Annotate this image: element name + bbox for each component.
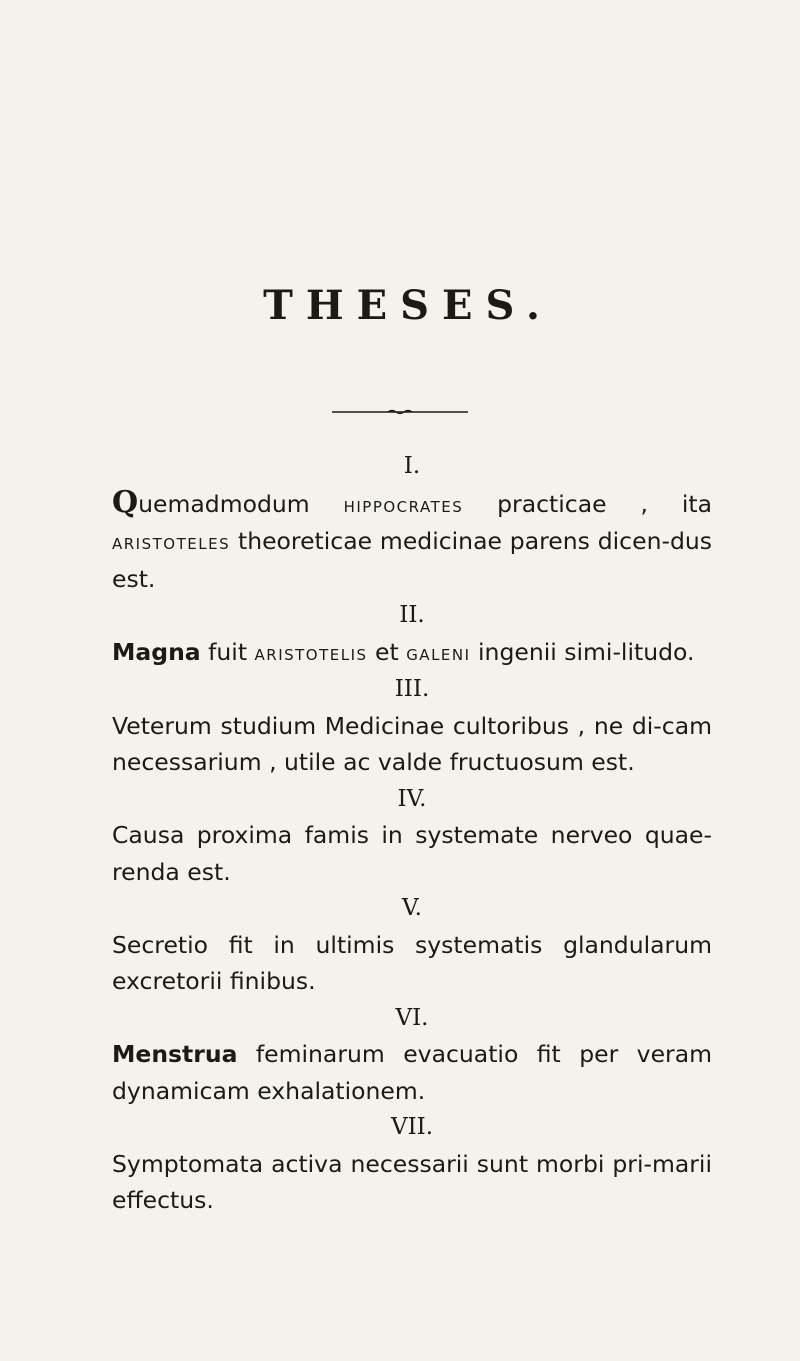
ornamental-rule [332, 409, 468, 415]
thesis-1 [112, 448, 712, 597]
author-name: aristotelis [254, 640, 368, 665]
theses-list [112, 448, 712, 1219]
thesis-6 [112, 1000, 712, 1110]
thesis-4 [112, 781, 712, 891]
text-run: uemadmodum [138, 489, 344, 518]
thesis-numeral: VII. [390, 1114, 434, 1140]
author-name: galeni [406, 640, 471, 665]
text-run: Causa proxima famis in systemate nerveo quae-renda est. [112, 821, 712, 886]
thesis-text [112, 927, 712, 1000]
text-run: Secretio fit in ultimis systematis glandularum excretorii finibus. [112, 930, 712, 995]
text-run: practicae , ita [463, 489, 712, 518]
thesis-text [112, 1146, 712, 1219]
text-run: ingenii simi-litudo. [470, 637, 695, 666]
thesis-7 [112, 1109, 712, 1219]
thesis-text [112, 634, 712, 672]
thesis-numeral: V. [402, 895, 422, 921]
thesis-numeral: VI. [395, 1004, 429, 1031]
text-run: feminarum evacuatio fit per veram dynamicam exhalationem. [112, 1040, 712, 1105]
thesis-5 [112, 890, 712, 1000]
text-run: et [367, 637, 407, 666]
thesis-text [112, 708, 712, 781]
author-name: hippocrates [343, 492, 464, 517]
thesis-numeral: IV. [397, 785, 427, 812]
thesis-2 [112, 597, 712, 671]
author-name: aristoteles [112, 530, 231, 554]
thesis-3 [112, 671, 712, 781]
text-run: Menstrua [112, 1040, 238, 1068]
text-run: theoreticae medicinae parens dicen-dus est. [112, 527, 712, 593]
thesis-numeral: II. [399, 602, 425, 628]
text-run: Magna [112, 637, 201, 666]
thesis-text [112, 1036, 712, 1109]
thesis-text [112, 817, 712, 890]
text-run: Symptomata activa necessarii sunt morbi pri-marii effectus. [112, 1149, 712, 1214]
thesis-numeral: III. [394, 676, 430, 702]
thesis-numeral: I. [403, 453, 421, 479]
text-run: fuit [200, 637, 255, 666]
text-run: Q [112, 484, 139, 520]
text-run: Veterum studium Medicinae cultoribus , ne di-cam necessarium , utile ac valde fructuosum est. [112, 711, 712, 776]
thesis-text [112, 485, 712, 598]
page-title: THESES. [263, 282, 553, 329]
